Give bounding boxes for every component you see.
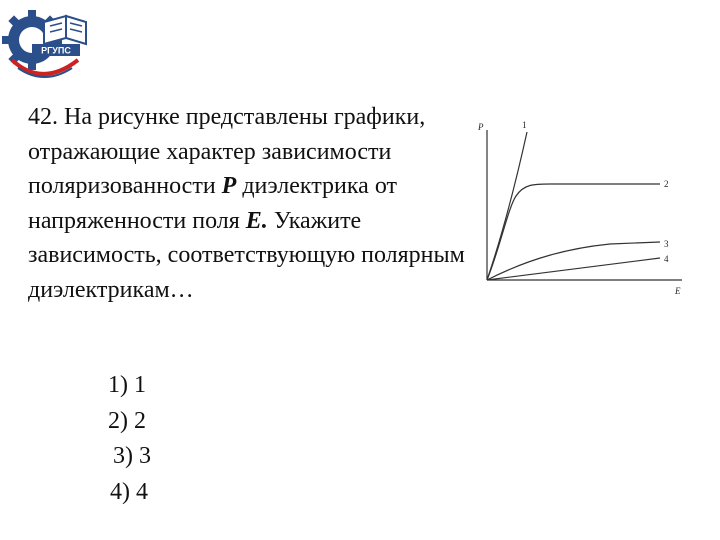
curve-4 bbox=[487, 258, 660, 280]
answer-option-1[interactable]: 1) 1 bbox=[108, 372, 146, 398]
answer-option-2[interactable]: 2) 2 bbox=[108, 407, 146, 434]
curve-2-label: 2 bbox=[664, 179, 669, 189]
question-number: 42. bbox=[28, 104, 58, 130]
question-part-2: диэлектрика от напряженности поля bbox=[28, 173, 397, 234]
logo-text: РГУПС bbox=[41, 45, 71, 56]
curve-1 bbox=[487, 132, 527, 280]
book-icon bbox=[44, 16, 86, 44]
answer-option-4[interactable]: 4) 4 bbox=[110, 478, 148, 505]
answer-list bbox=[108, 368, 151, 510]
question-part-1: На рисунке представлены графики, отражающие характер зависимости поляризованности bbox=[28, 104, 426, 200]
symbol-e: E. bbox=[245, 207, 268, 234]
curve-2 bbox=[487, 184, 660, 280]
y-axis-label: P bbox=[478, 122, 484, 132]
polarization-chart bbox=[470, 108, 700, 308]
curve-3-label: 3 bbox=[664, 239, 669, 249]
question-part-3: Укажите зависимость, соответствующую полярным диэлектрикам… bbox=[28, 207, 465, 303]
logo-arc bbox=[12, 60, 78, 74]
question-text bbox=[28, 100, 468, 308]
curve-4-label: 4 bbox=[664, 254, 669, 264]
x-axis-label: E bbox=[675, 286, 681, 296]
answer-option-3[interactable]: 3) 3 bbox=[113, 443, 151, 469]
curve-1-label: 1 bbox=[522, 120, 527, 130]
university-logo bbox=[2, 4, 88, 84]
symbol-p: P bbox=[221, 173, 237, 200]
